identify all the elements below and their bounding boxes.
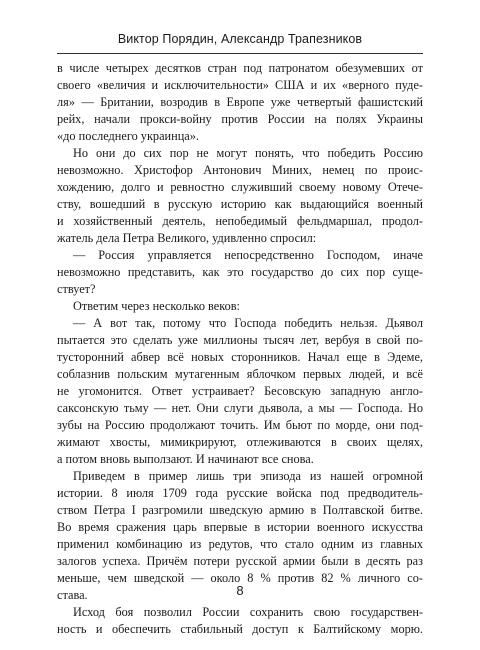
text-line: Приведем в пример лишь три эпизода из нашей огромной	[73, 469, 423, 483]
text-line: ствует?	[57, 282, 96, 296]
text-line: невозможно. Христофор Антонович Миних, немец по проис-	[57, 163, 423, 177]
text-line: става.	[57, 588, 88, 602]
text-line: меньше, чем шведской — около 8 % против 82 % личного со-	[57, 571, 423, 585]
text-line: а потом вновь выползают. И начинают все снова.	[57, 452, 314, 466]
text-line: — Россия управляется непосредственно Господом, иначе	[73, 248, 423, 262]
text-line: Но они до сих пор не могут понять, что победить Россию	[73, 146, 423, 160]
text-line: своего «величия и исключительности» США и их «верного пуде-	[57, 78, 423, 92]
text-line: ля» — Британии, возродив в Европе уже четвертый фашистский	[57, 95, 423, 109]
body-text	[57, 60, 423, 638]
running-head: Виктор Порядин, Александр Трапезников	[117, 32, 363, 46]
text-line: соблазнив польским мутагенным яблочком первых людей, и всё	[57, 367, 423, 381]
text-line: Ответим через несколько веков:	[73, 299, 240, 313]
text-line: Во время сражения царь впервые в истории военного искусства	[57, 520, 423, 534]
text-line: Исход боя позволил России сохранить свою государствен-	[73, 605, 423, 619]
text-line: ству, вошедший в русскую историю как выдающийся военный	[57, 197, 423, 211]
header-rule	[57, 53, 423, 54]
text-line: жатель дела Петра Великого, удивленно спросил:	[57, 231, 317, 245]
text-line: в числе четырех десятков стран под патронатом обезумевших от	[57, 61, 423, 75]
text-line: тусторонний абвер всё новых сторонников. Начал еще в Эдеме,	[57, 350, 423, 364]
page-number: 8	[236, 583, 244, 598]
text-line: не угомонится. Ответ устраивает? Бесовскую западную англо-	[57, 384, 423, 398]
text-line: и хозяйственный деятель, непобедимый фельдмаршал, продол-	[57, 214, 423, 228]
text-line: саксонскую тьму — нет. Они слуги дьявола, а мы — Господа. Но	[57, 401, 423, 415]
text-line: истории. 8 июля 1709 года русские войска под предводитель-	[57, 486, 423, 500]
text-line: ством Петра I разгромили шведскую армию в Полтавской битве.	[57, 503, 423, 517]
text-line: невозможно представить, как это государство до сих пор суще-	[57, 265, 423, 279]
text-line: рейх, начали прокси-войну против России на полях Украины	[57, 112, 423, 126]
text-line: ность и обеспечить стабильный доступ к Балтийскому морю.	[57, 622, 423, 636]
text-line: применил комбинацию из редутов, что стало одним из главных	[57, 537, 423, 551]
text-line: хождению, долго и ревностно служивший своему новому Отече-	[57, 180, 423, 194]
text-line: «до последнего украинца».	[57, 129, 199, 143]
text-line: зубы на Россию продолжают точить. Им бьют по морде, они под-	[57, 418, 423, 432]
text-line: залогов успеха. Причём потери русской армии были в десять раз	[57, 554, 423, 568]
text-line: — А вот так, потому что Господа победить нельзя. Дьявол	[73, 316, 423, 330]
text-line: пытается это сделать уже миллионы тысяч лет, вербуя в свой по-	[57, 333, 423, 347]
text-line: жимают хвосты, мимикрируют, отлеживаются в своих щелях,	[57, 435, 423, 449]
